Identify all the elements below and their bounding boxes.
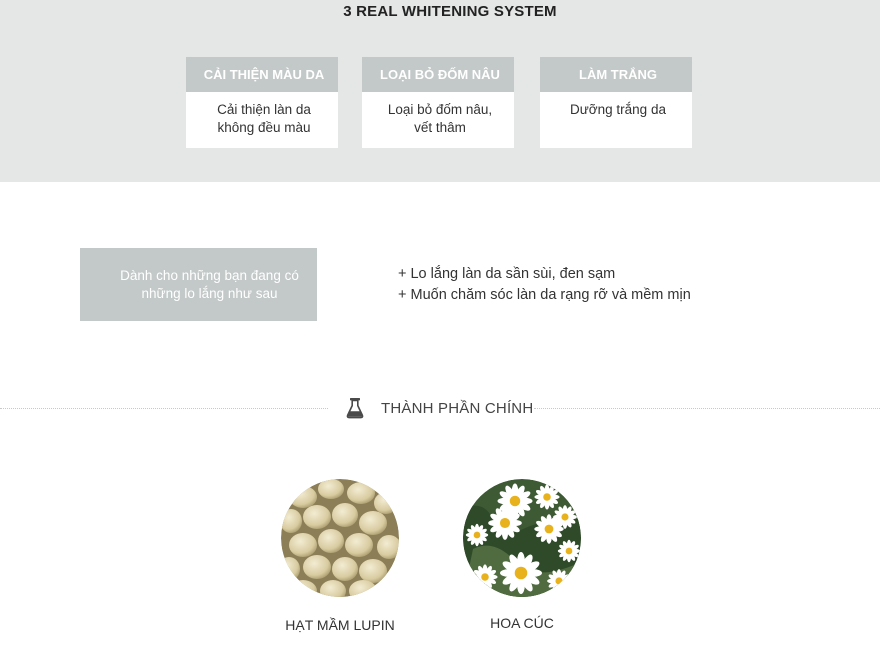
divider-left	[0, 408, 328, 409]
target-line: Dành cho những bạn đang có	[120, 267, 299, 283]
target-line: những lo lắng như sau	[141, 285, 278, 301]
card-title: CẢI THIỆN MÀU DA	[186, 57, 338, 92]
card-line: Cải thiện làn da	[217, 102, 311, 117]
flask-icon	[346, 397, 364, 419]
ingredient-name: HOA CÚC	[490, 615, 554, 631]
ingredient-lupin	[281, 479, 399, 633]
card-line: không đều màu	[217, 120, 311, 135]
benefit-card-spots	[362, 57, 514, 148]
card-title: LOẠI BỎ ĐỐM NÂU	[362, 57, 514, 92]
card-description	[362, 92, 514, 137]
ingredients-title: THÀNH PHẦN CHÍNH	[381, 399, 534, 417]
ingredient-chamomile	[463, 479, 581, 631]
chamomile-flowers-photo	[463, 479, 581, 597]
ingredients-heading	[346, 396, 533, 420]
card-line: vết thâm	[414, 120, 466, 135]
whitening-system-band	[0, 0, 880, 182]
ingredient-name: HẠT MẦM LUPIN	[285, 617, 395, 633]
target-audience-box	[80, 248, 317, 321]
card-description	[540, 92, 692, 119]
concern-item: + Lo lắng làn da sần sùi, đen sạm	[398, 266, 616, 282]
benefit-card-whitening	[540, 57, 692, 148]
concern-item: + Muốn chăm sóc làn da rạng rỡ và mềm mịn	[398, 287, 691, 303]
card-description	[186, 92, 338, 137]
lupin-seeds-photo	[281, 479, 399, 597]
card-line: Loại bỏ đốm nâu,	[387, 102, 493, 117]
divider-right	[534, 408, 880, 409]
benefit-card-tone	[186, 57, 338, 148]
system-title: 3 REAL WHITENING SYSTEM	[343, 3, 557, 20]
card-line: Dưỡng trắng da	[570, 102, 666, 117]
card-title: LÀM TRẮNG	[540, 57, 692, 92]
concern-list	[398, 264, 691, 306]
